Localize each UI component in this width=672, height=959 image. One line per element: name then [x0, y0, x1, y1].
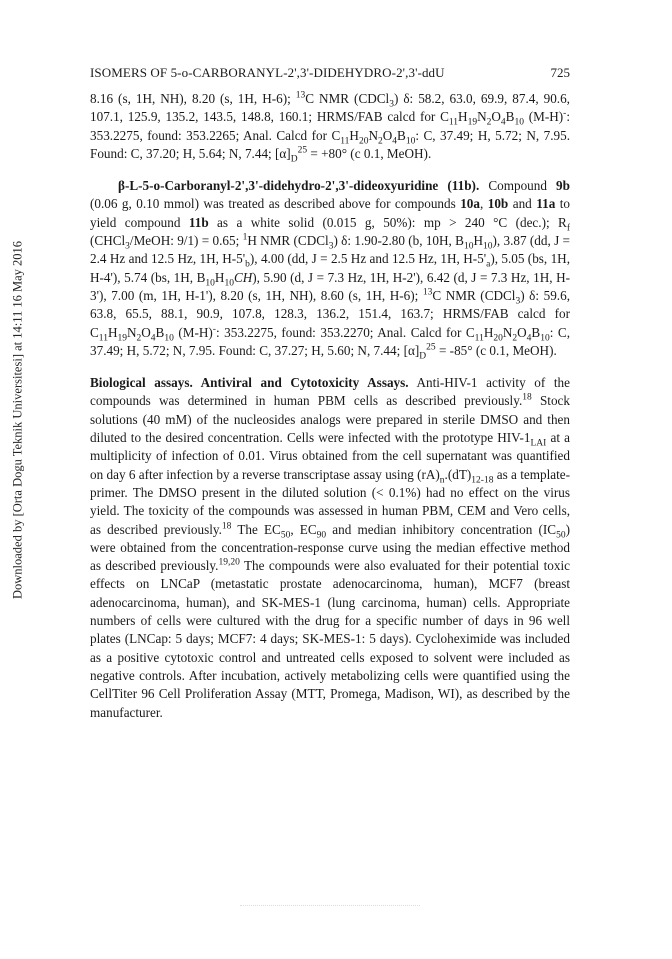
paragraph-compound-11b: β-L-5-o-Carboranyl-2',3'-didehydro-2',3'-dideoxyuridine (11b). Compound 9b (0.06 g, 0.10 mmol) was treated as described above for compounds 10a, 10b and 11a to yield compound 11b as a white solid (0.015 g, 50%): mp > 240 °C (dec.); $R_f$ (CHCl$_3$/MeOH: 9/1) = 0.65; $^1$H NMR (CDCl$_3$) δ: 1.90-2.80 (b, 10H, $B_{10}H_{10}$), 3.87 (dd, J = 2.4 Hz and 12.5 Hz, 1H, $H-5'_b$), 4.00 (dd, J = 2.5 Hz and 12.5 Hz, 1H, $H-5'_a$), 5.05 (bs, 1H, H-4'), 5.74 (bs, 1H, $B_{10}H_{10}CH$), 5.90 (d, J = 7.3 Hz, 1H, H-2'), 6.42 (d, J = 7.3 Hz, 1H, H-3'), 7.00 (m, 1H, H-1'), 8.20 (s, 1H, NH), 8.60 (s, 1H, H-6); $^{13}$C NMR (CDCl$_3$) δ: 59.6, 63.8, 65.5, 88.1, 90.9, 107.8, 128.3, 136.2, 151.4, 163.7; HRMS/FAB calcd for $C_{11}H_{19}N_2O_4B_{10}$ (M-H)-: 353.2275, found: 353.2270; Anal. Calcd for $C_{11}H_{20}N_2O_4B_{10}$: C, 37.49; H, 5.72; N, 7.95. Found: C, 37.27; H, 5.60; N, 7.44; $[\alpha]_D^{25} = -85^\circ$ (c 0.1, MeOH).	[90, 178, 571, 362]
download-watermark-text: Downloaded by [Orta Dogu Teknik Universitesi] at 14:11 16 May 2016	[10, 240, 25, 600]
footer-rule	[240, 905, 420, 906]
page-number: 725	[550, 65, 570, 80]
article-body	[90, 90, 570, 722]
paragraph-continued-data: 8.16 (s, 1H, NH), 8.20 (s, 1H, H-6); $^{13}$C NMR (CDCl$_3$) δ: 58.2, 63.0, 69.9, 87.4, 90.6, 107.1, 125.9, 135.2, 143.5, 148.8, 160.1; HRMS/FAB calcd for $C_{11}H_{19}N_2O_4B_{10}$ (M-H)-: 353.2275, found: 353.2265; Anal. Calcd for $C_{11}H_{20}N_2O_4B_{10}$: C, 37.49; H, 5.72; N, 7.95. Found: C, 37.20; H, 5.64; N, 7.44; $[\alpha]_D^{25} = +80^\circ$ (c 0.1, MeOH).	[90, 90, 570, 165]
download-watermark	[8, 200, 28, 640]
running-title: ISOMERS OF 5-o-CARBORANYL-2',3'-DIDEHYDRO-2',3'-ddU	[90, 65, 445, 80]
paragraph-biological-assays: Biological assays. Antiviral and Cytotoxicity Assays. Anti-HIV-1 activity of the compounds was determined in human PBM cells as described previously.$^{18}$ Stock solutions (40 mM) of the nucleosides analogs were prepared in sterile DMSO and then diluted to the desired concentration. Cells were infected with the prototype HIV-$1_{LAI}$ at a multiplicity of infection of 0.01. Virus obtained from the cell supernatant was quantified on day 6 after infection by a reverse transcriptase assay using $(rA)_n.(dT)_{12-18}$ as a template-primer. The DMSO present in the diluted solution (< 0.1%) had no effect on the virus yield. The toxicity of the compounds was assessed in human PBM, CEM and Vero cells, as described previously.$^{18}$ The $EC_{50}$, $EC_{90}$ and median inhibitory concentration $(IC_{50})$ were obtained from the concentration-response curve using the median effective method as described previously.$^{19,20}$ The compounds were also evaluated for their potential toxic effects on LNCaP (metastatic prostate adenocarcinoma, human), MCF7 (breast adenocarcinoma, human), and SK-MES-1 (lung carcinoma, human) cells. Appropriate numbers of cells were cultured with the drug for a specific number of days in 96 well plates (LNCap: 5 days; MCF7: 4 days; SK-MES-1: 5 days). Cycloheximide was included as a positive cytotoxic control and untreated cells exposed to solvent were included as negative controls. After incubation, actively metabolizing cells were quantified using the CellTiter 96 Cell Proliferation Assay (MTT, Promega, Madison, WI), as described by the manufacturer.	[90, 375, 571, 720]
section-heading: Biological assays. Antiviral and Cytotoxicity Assays.	[90, 375, 409, 391]
compound-heading: β-L-5-o-Carboranyl-2',3'-didehydro-2',3'-dideoxyuridine (11b).	[118, 178, 480, 194]
